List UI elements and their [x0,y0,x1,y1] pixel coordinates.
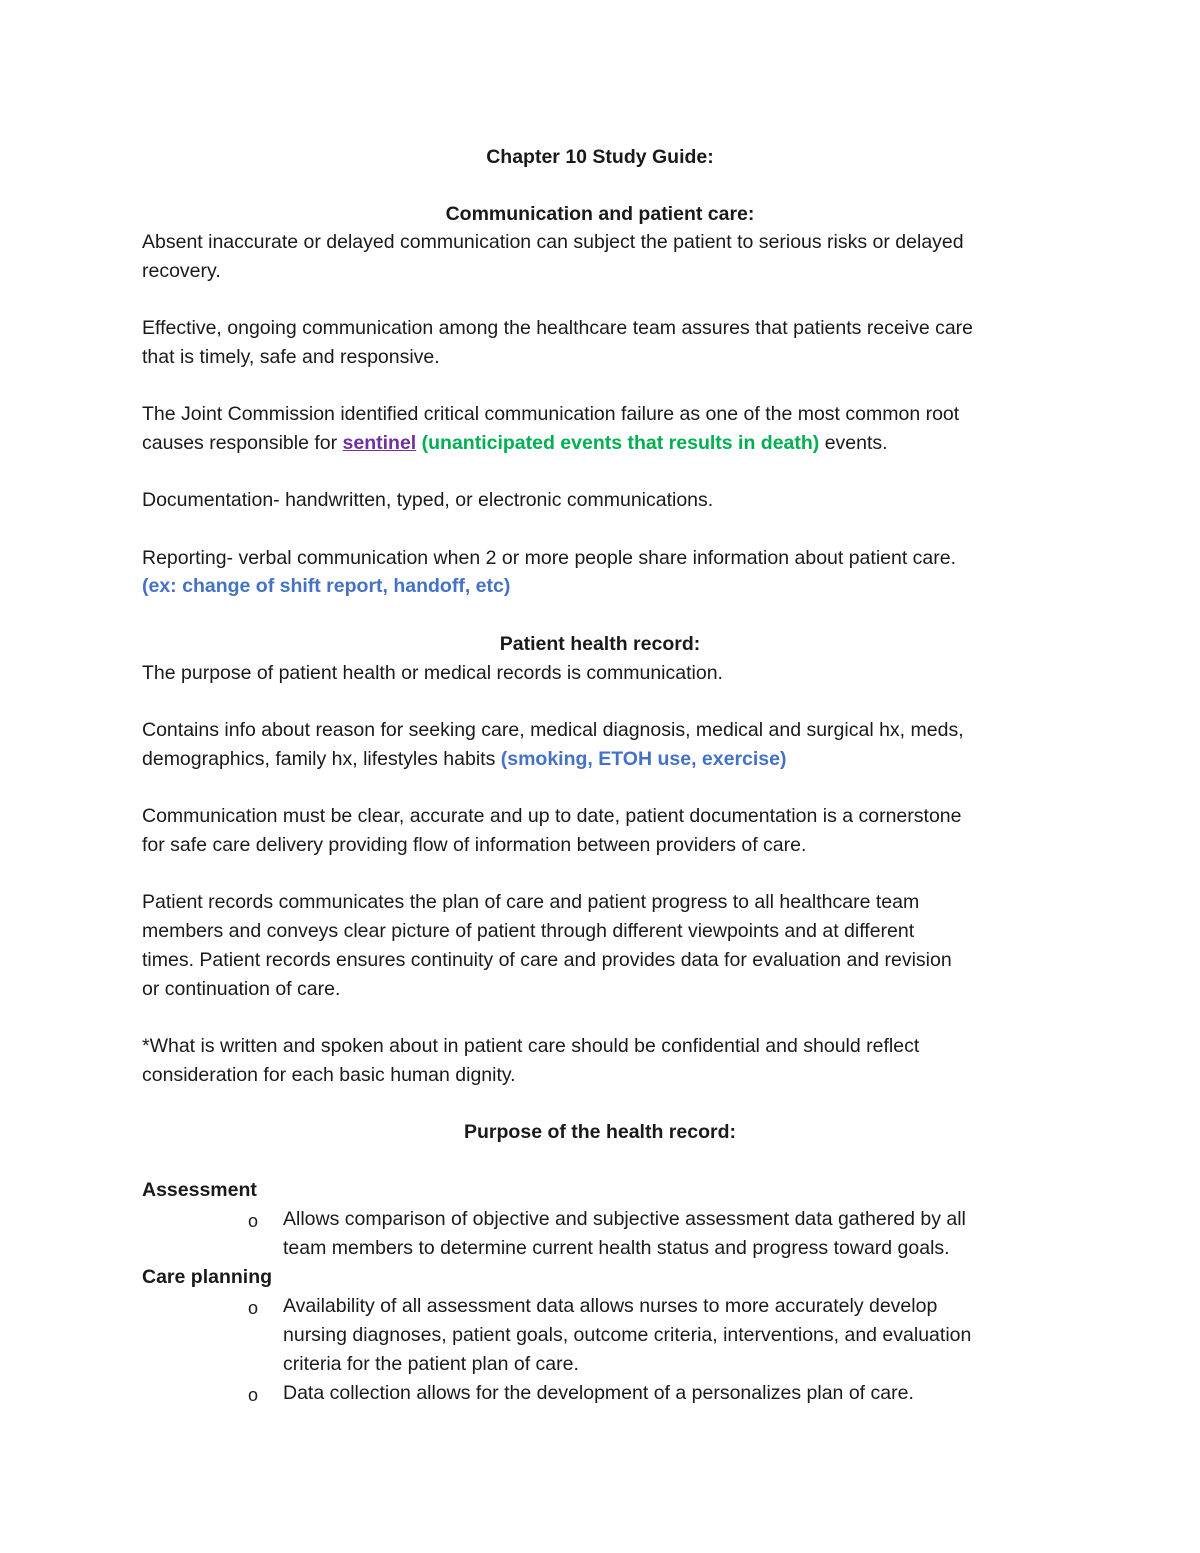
paragraph-line: members and conveys clear picture of patient through different viewpoints and at different [142,920,915,942]
list-item-line: Allows comparison of objective and subjective assessment data gathered by all [283,1208,966,1230]
assessment-label: Assessment [142,1179,257,1201]
paragraph-line: times. Patient records ensures continuity of care and provides data for evaluation and revision [142,949,952,971]
paragraph-line: recovery. [142,260,221,282]
section-heading-purpose: Purpose of the health record: [464,1121,736,1143]
list-item-line: criteria for the patient plan of care. [283,1353,579,1375]
paragraph-line-habits [142,750,786,770]
paragraph-line: Patient records communicates the plan of care and patient progress to all healthcare team [142,891,920,913]
sentinel-term: sentinel [342,432,417,454]
list-item-line: Availability of all assessment data allows nurses to more accurately develop [283,1295,938,1317]
text-fragment: causes responsible for [142,432,343,454]
paragraph-line-sentinel [142,434,888,454]
page-title: Chapter 10 Study Guide: [486,146,714,168]
paragraph-line: that is timely, safe and responsive. [142,346,440,368]
paragraph-line: consideration for each basic human dignity. [142,1064,516,1086]
text-fragment: events. [819,432,888,454]
reporting-examples: (ex: change of shift report, handoff, etc) [142,575,511,597]
bullet-icon: o [248,1298,259,1318]
paragraph-line: Absent inaccurate or delayed communication can subject the patient to serious risks or delayed [142,231,964,253]
text-fragment: demographics, family hx, lifestyles habits [142,748,501,770]
bullet-icon: o [248,1385,259,1405]
paragraph-line: The purpose of patient health or medical records is communication. [142,662,723,684]
paragraph-line: Reporting- verbal communication when 2 or more people share information about patient care. [142,547,957,569]
sentinel-definition: (unanticipated events that results in death) [421,432,820,454]
list-item-line: nursing diagnoses, patient goals, outcome criteria, interventions, and evaluation [283,1324,972,1346]
list-item-line: team members to determine current health status and progress toward goals. [283,1237,950,1259]
care-planning-label: Care planning [142,1266,273,1288]
paragraph-line: or continuation of care. [142,978,341,1000]
paragraph-line: Communication must be clear, accurate and up to date, patient documentation is a cornerstone [142,805,962,827]
paragraph-line: for safe care delivery providing flow of information between providers of care. [142,834,807,856]
paragraph-line: Documentation- handwritten, typed, or electronic communications. [142,489,714,511]
paragraph-line: The Joint Commission identified critical communication failure as one of the most common root [142,403,960,425]
section-heading-communication: Communication and patient care: [445,203,755,225]
habits-examples: (smoking, ETOH use, exercise) [500,748,787,770]
paragraph-line: Contains info about reason for seeking care, medical diagnosis, medical and surgical hx, meds, [142,719,964,741]
paragraph-line: Effective, ongoing communication among the healthcare team assures that patients receive care [142,317,974,339]
list-item-line: Data collection allows for the development of a personalizes plan of care. [283,1382,914,1404]
section-heading-health-record: Patient health record: [499,633,701,655]
bullet-icon: o [248,1211,259,1231]
paragraph-line: *What is written and spoken about in patient care should be confidential and should reflect [142,1035,920,1057]
